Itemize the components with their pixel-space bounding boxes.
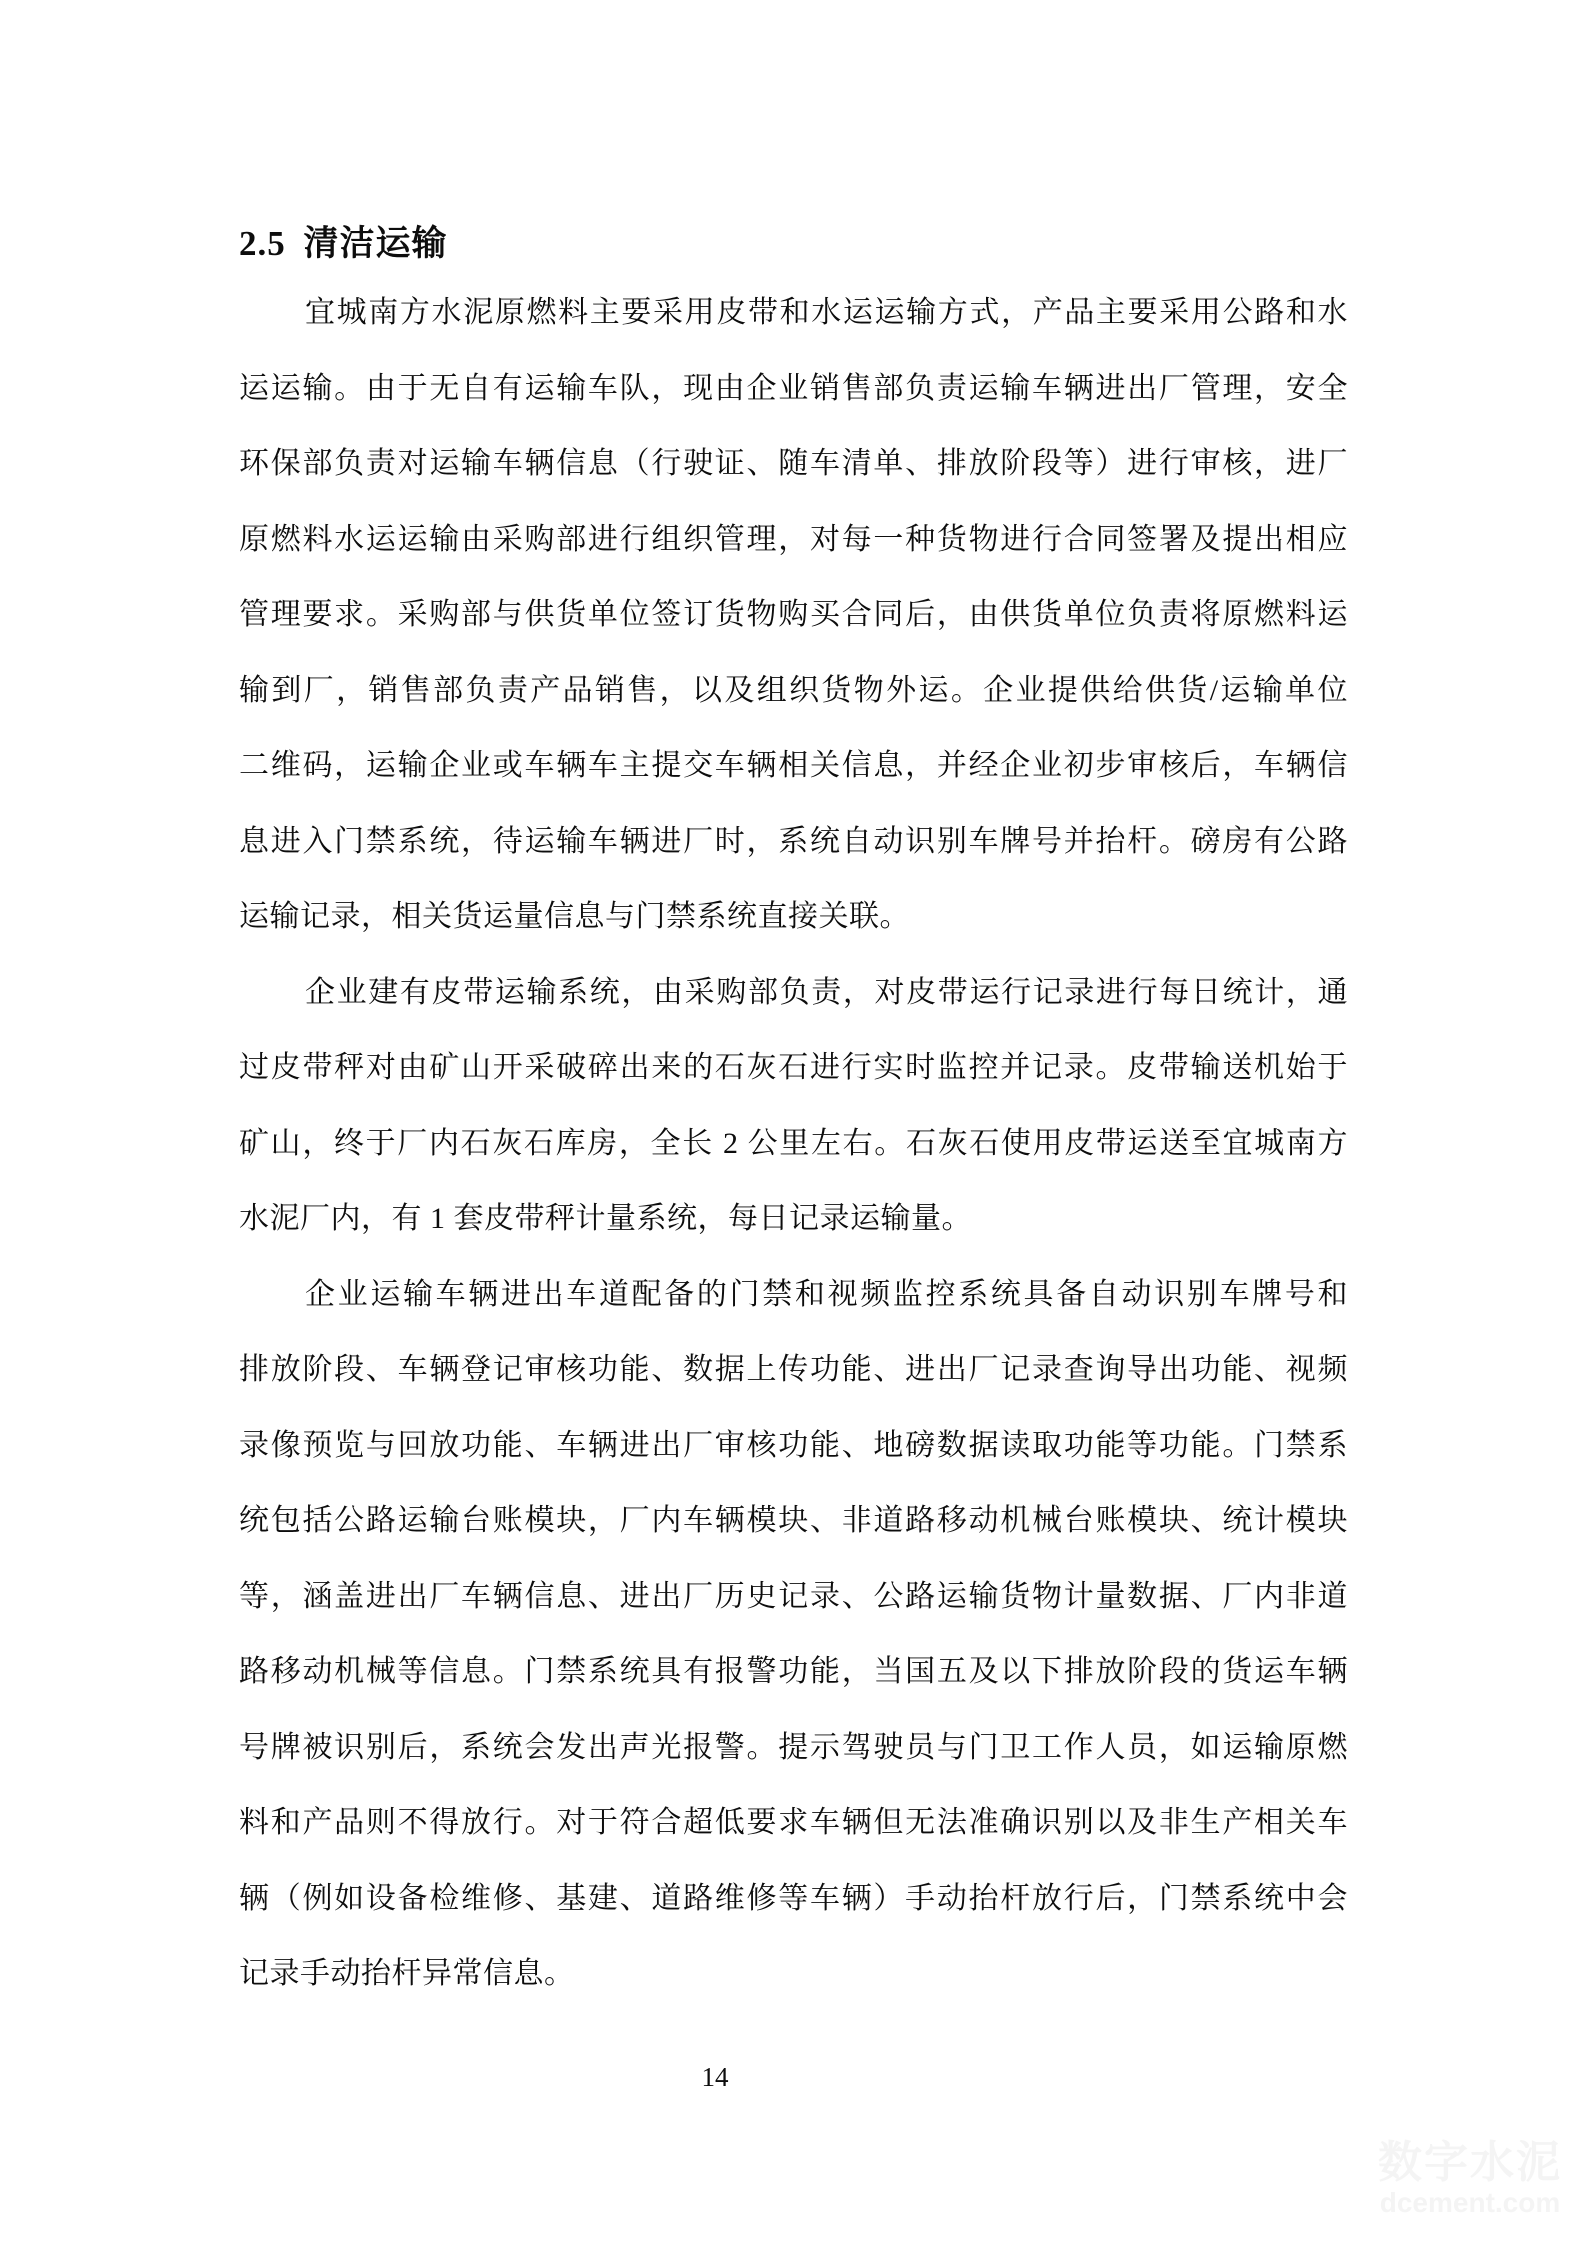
text-line: 录像预览与回放功能、车辆进出厂审核功能、地磅数据读取功能等功能。门禁系	[239, 1428, 1348, 1462]
text-line: 宜城南方水泥原燃料主要采用皮带和水运运输方式，产品主要采用公路和水	[305, 296, 1348, 329]
section-heading: 2.5 清洁运输	[239, 224, 448, 263]
paragraph	[239, 955, 1348, 1257]
text-line: 息进入门禁系统，待运输车辆进厂时，系统自动识别车牌号并抬杆。磅房有公路	[239, 824, 1348, 858]
text-line: 等，涵盖进出厂车辆信息、进出厂历史记录、公路运输货物计量数据、厂内非道	[239, 1579, 1348, 1613]
paragraph	[239, 275, 1348, 955]
text-line: 过皮带秤对由矿山开采破碎出来的石灰石进行实时监控并记录。皮带输送机始于	[239, 1051, 1348, 1084]
watermark-text-en: dcement.com	[1379, 2187, 1561, 2218]
text-line: 统包括公路运输台账模块，厂内车辆模块、非道路移动机械台账模块、统计模块	[239, 1504, 1348, 1537]
text-line: 企业运输车辆进出车道配备的门禁和视频监控系统具备自动识别车牌号和	[305, 1277, 1348, 1311]
text-line: 路移动机械等信息。门禁系统具有报警功能，当国五及以下排放阶段的货运车辆	[239, 1655, 1348, 1688]
paragraph	[239, 1257, 1348, 2012]
document-body	[239, 275, 1348, 2012]
text-line: 矿山，终于厂内石灰石库房，全长 2 公里左右。石灰石使用皮带运送至宜城南方	[239, 1126, 1348, 1160]
text-line: 二维码，运输企业或车辆车主提交车辆相关信息，并经企业初步审核后，车辆信	[239, 749, 1348, 782]
text-line: 运输记录，相关货运量信息与门禁系统直接关联。	[239, 900, 910, 933]
watermark-text-cn: 数字水泥	[1378, 2138, 1562, 2187]
text-line: 环保部负责对运输车辆信息（行驶证、随车清单、排放阶段等）进行审核，进厂	[239, 447, 1348, 480]
text-line: 水泥厂内，有 1 套皮带秤计量系统，每日记录运输量。	[239, 1202, 972, 1235]
text-line: 记录手动抬杆异常信息。	[239, 1957, 575, 1990]
text-line: 料和产品则不得放行。对于符合超低要求车辆但无法准确识别以及非生产相关车	[239, 1806, 1348, 1839]
watermark	[1378, 2139, 1562, 2219]
text-line: 企业建有皮带运输系统，由采购部负责，对皮带运行记录进行每日统计，通	[305, 975, 1348, 1009]
text-line: 辆（例如设备检维修、基建、道路维修等车辆）手动抬杆放行后，门禁系统中会	[239, 1881, 1348, 1915]
text-line: 输到厂，销售部负责产品销售，以及组织货物外运。企业提供给供货/运输单位	[239, 673, 1348, 707]
text-line: 排放阶段、车辆登记审核功能、数据上传功能、进出厂记录查询导出功能、视频	[239, 1353, 1348, 1386]
page-number: 14	[701, 2062, 729, 2092]
text-line: 运运输。由于无自有运输车队，现由企业销售部负责运输车辆进出厂管理，安全	[239, 371, 1348, 405]
text-line: 原燃料水运运输由采购部进行组织管理，对每一种货物进行合同签署及提出相应	[239, 522, 1348, 556]
text-line: 号牌被识别后，系统会发出声光报警。提示驾驶员与门卫工作人员，如运输原燃	[239, 1730, 1348, 1764]
text-line: 管理要求。采购部与供货单位签订货物购买合同后，由供货单位负责将原燃料运	[239, 598, 1348, 631]
